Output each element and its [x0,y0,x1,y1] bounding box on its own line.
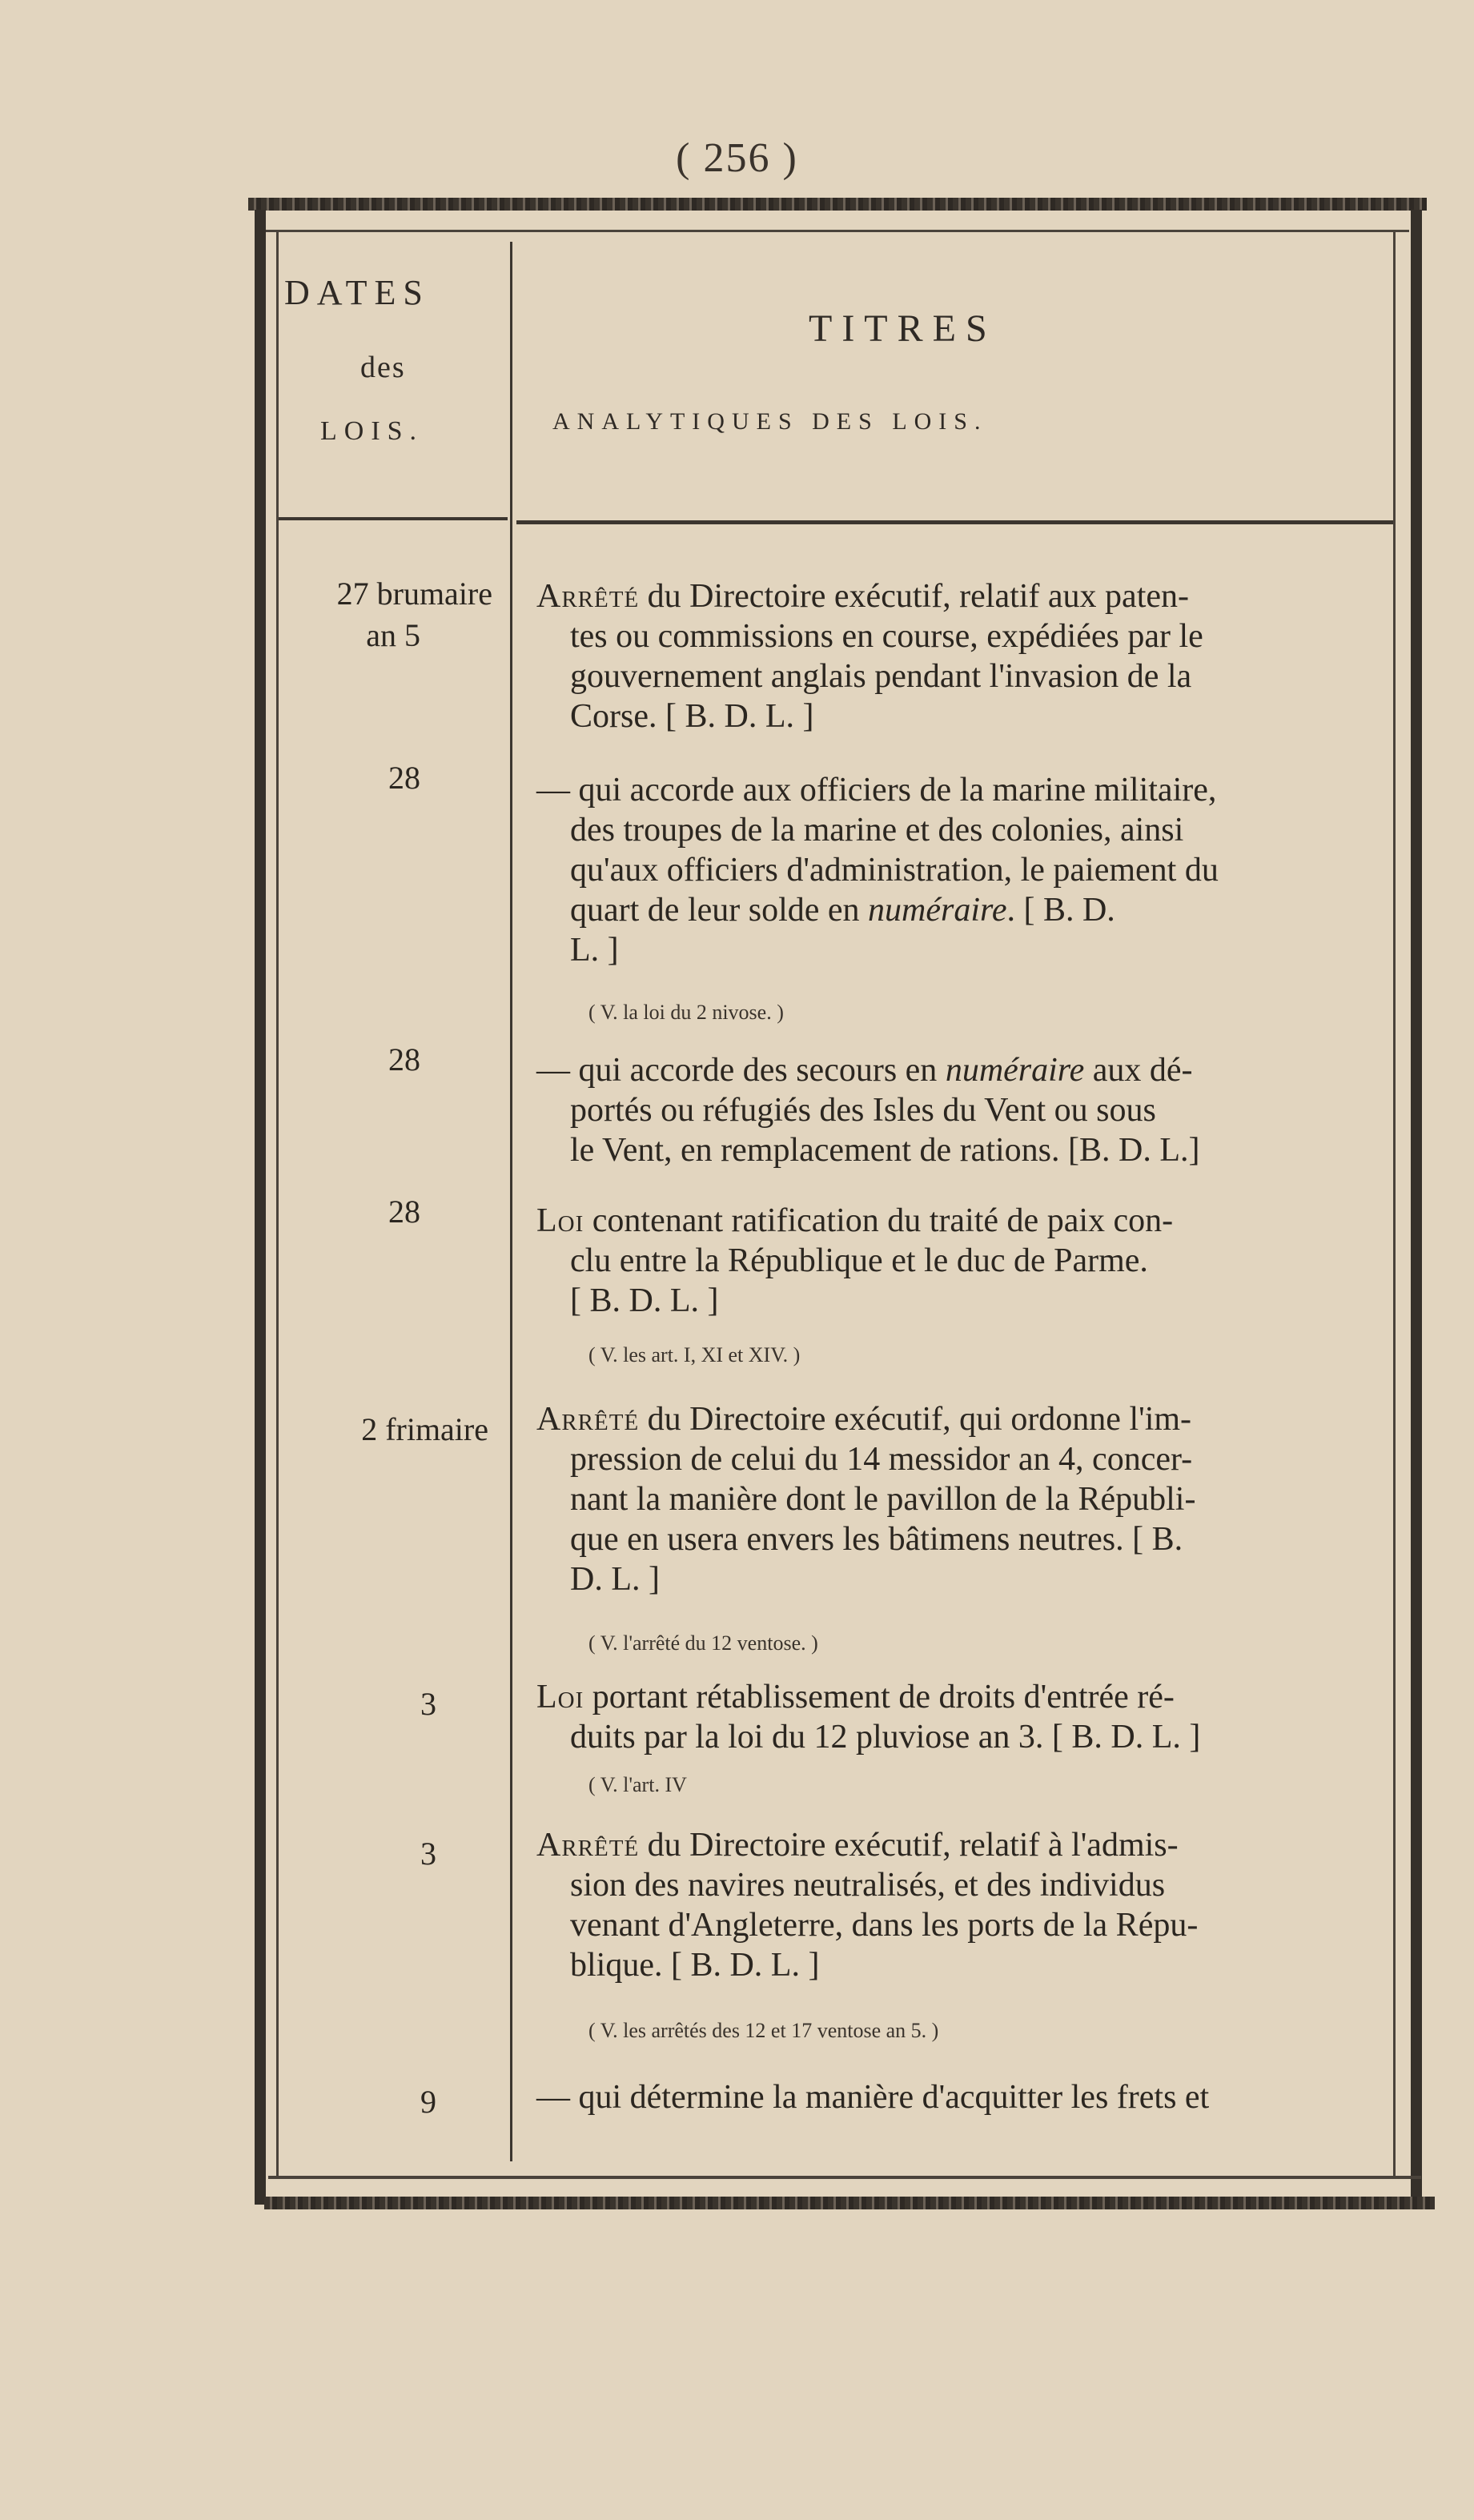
header-analytiques: ANALYTIQUES DES LOIS. [552,408,988,435]
entry-line: du Directoire exécutif, qui ordonne l'im- [639,1401,1192,1438]
entry-emphasis: numéraire [868,892,1007,929]
entry-line: clu entre la République et le duc de Parme. [570,1242,1148,1279]
entry-line: duits par la loi du 12 pluviose an 3. [ B. D. L. ] [570,1719,1201,1756]
entry-line: venant d'Angleterre, dans les ports de la Répu- [570,1907,1199,1944]
entry-line: gouvernement anglais pendant l'invasion de la [570,658,1192,695]
entry-text [536,1399,1393,1599]
entry-line: — qui accorde des secours en [536,1052,946,1089]
header-des: des [360,351,406,384]
entry-emphasis: numéraire [945,1052,1085,1089]
frame-right-rule [1393,232,1396,2177]
entry-date: 27 brumaire [336,576,492,612]
entry-reference: ( V. les art. I, XI et XIV. ) [588,1343,801,1366]
entry-line: portant rétablissement de droits d'entrée ré- [584,1679,1175,1715]
entry-line: contenant ratification du traité de paix con- [584,1202,1174,1239]
header-rule-titles [516,520,1393,524]
entry-date: 2 frimaire [361,1411,488,1447]
entry-text [536,1201,1393,1321]
frame-bottom-rule [268,2176,1421,2179]
header-titres: TITRES [809,307,997,350]
entry-date: 28 [388,1041,420,1077]
entry-lead: Arrêté [536,1401,640,1438]
entry-line: des troupes de la marine et des colonies, ainsi [570,812,1184,849]
entry-reference: ( V. l'arrêté du 12 ventose. ) [588,1631,818,1655]
entry-line: qu'aux officiers d'administration, le paiement du [570,852,1219,889]
entry-line: . [ B. D. [1006,892,1115,929]
entry-line: quart de leur solde en [570,892,869,929]
entry-line: L. ] [570,932,619,969]
entry-line: aux dé- [1084,1052,1193,1089]
entry-text [536,576,1393,736]
entry-text [536,2077,1393,2117]
entry-line: [ B. D. L. ] [570,1282,719,1319]
entry-date: 9 [420,2084,436,2120]
entry-line: pression de celui du 14 messidor an 4, concer- [570,1441,1193,1478]
entry-line: blique. [ B. D. L. ] [570,1947,820,1984]
entry-line: tes ou commissions en course, expédiées par le [570,618,1203,655]
entry-line: que en usera envers les bâtimens neutres. [ B. [570,1521,1183,1558]
column-divider [510,242,512,2161]
entry-lead: Loi [536,1202,584,1239]
frame-top-border [248,198,1427,211]
entry-date: 3 [420,1686,436,1722]
entry-lead: Arrêté [536,578,640,615]
entry-line: du Directoire exécutif, relatif aux paten- [639,578,1189,615]
entry-line: — qui détermine la manière d'acquitter les frets et [536,2079,1210,2116]
entry-text [536,770,1393,970]
entry-line: — qui accorde aux officiers de la marine militaire, [536,772,1217,809]
frame-bottom-border [264,2197,1435,2209]
entry-line: le Vent, en remplacement de rations. [B. D. L.] [570,1132,1200,1169]
entry-lead: Arrêté [536,1827,640,1864]
entry-reference: ( V. l'art. IV [588,1773,687,1796]
entry-line: sion des navires neutralisés, et des individus [570,1867,1166,1904]
entry-text [536,1050,1393,1170]
entry-line: du Directoire exécutif, relatif à l'admis- [639,1827,1179,1864]
frame-top-rule [264,230,1409,232]
entry-lead: Loi [536,1679,584,1715]
entry-date: 28 [388,760,420,796]
entry-line: portés ou réfugiés des Isles du Vent ou sous [570,1092,1156,1129]
entry-line: nant la manière dont le pavillon de la Républi- [570,1481,1196,1518]
entry-line: Corse. [ B. D. L. ] [570,698,814,735]
entry-text [536,1677,1393,1757]
entry-reference: ( V. les arrêtés des 12 et 17 ventose an 5. ) [588,2019,939,2042]
header-rule-dates [279,517,508,520]
entry-reference: ( V. la loi du 2 nivose. ) [588,1001,784,1024]
frame-left-border [255,210,266,2205]
entry-line: D. L. ] [570,1561,660,1598]
entry-date: 3 [420,1836,436,1872]
entry-date: 28 [388,1194,420,1230]
entry-text [536,1825,1393,1985]
entry-date-year: an 5 [366,617,420,653]
frame-right-border [1411,210,1422,2197]
header-lois: LOIS. [320,416,424,446]
page-number: ( 256 ) [676,135,798,181]
header-dates: DATES [284,273,430,312]
